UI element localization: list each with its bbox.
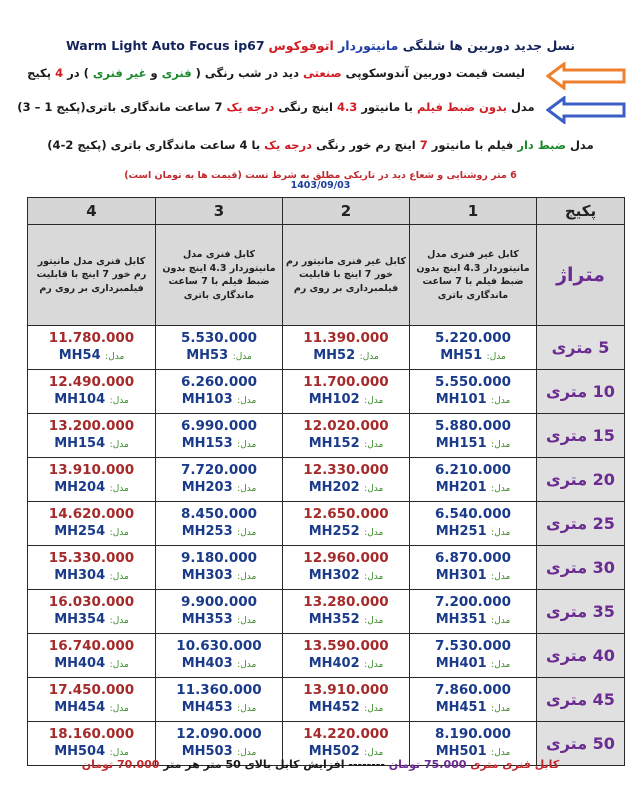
model-label: مدل:: [237, 396, 257, 406]
model-value: MH53: [186, 348, 229, 363]
model-code: [283, 391, 409, 410]
model-label: مدل:: [237, 616, 257, 626]
table-row: [28, 502, 625, 546]
model-code: [410, 435, 536, 454]
price-cell: [283, 678, 410, 722]
model-value: MH451: [435, 700, 487, 715]
model-label: مدل:: [491, 484, 511, 494]
price-cell: [28, 326, 156, 370]
meter-cell: 30 متری: [537, 546, 625, 590]
price-cell: [410, 458, 537, 502]
price-value: 16.030.000: [48, 594, 135, 610]
model-label: مدل:: [359, 352, 379, 362]
model-value: MH404: [54, 656, 106, 671]
model-label: مدل:: [486, 352, 506, 362]
model-value: MH254: [54, 524, 106, 539]
price-value: 11.780.000: [48, 330, 135, 346]
column-header-2: 2: [283, 198, 410, 225]
package-header: پکیج: [537, 198, 625, 225]
price-cell: [283, 546, 410, 590]
model-value: MH201: [435, 480, 487, 495]
price-cell: [28, 502, 156, 546]
price-cell: [283, 458, 410, 502]
column-header-4: 4: [28, 198, 156, 225]
column-header-3: 3: [156, 198, 283, 225]
title-text-2: مانیتوردار: [333, 38, 399, 53]
model-label: مدل:: [109, 748, 129, 758]
price-cell: [28, 370, 156, 414]
price-cell: [28, 458, 156, 502]
price-list-heading: لیست قیمت دوربین آندوسکوپی صنعتی دید در شب رنگی ( فنری و غیر فنری ) در 4 پکیج: [27, 66, 525, 80]
table-header-row: [28, 198, 625, 225]
meter-cell: 35 متری: [537, 590, 625, 634]
table-row: [28, 458, 625, 502]
model-value: MH504: [54, 744, 106, 759]
price-cell: [410, 370, 537, 414]
price-cell: [156, 370, 283, 414]
model-value: MH103: [181, 392, 233, 407]
model-code: [410, 479, 536, 498]
price-value: 8.190.000: [434, 726, 511, 742]
price-value: 6.870.000: [434, 550, 511, 566]
price-cell: [410, 414, 537, 458]
price-value: 9.180.000: [180, 550, 257, 566]
model-label: مدل:: [491, 528, 511, 538]
model-label: مدل:: [232, 352, 252, 362]
price-cell: [283, 370, 410, 414]
price-value: 17.450.000: [48, 682, 135, 698]
model-code: [28, 611, 155, 630]
price-value: 18.160.000: [48, 726, 135, 742]
package-description-3: کابل فنری مدل مانیتوردار 4.3 اینچ بدون ضبط فیلم با 7 ساعت ماندگاری باتری: [156, 225, 283, 326]
model-value: MH152: [308, 436, 360, 451]
table-row: [28, 326, 625, 370]
model-with-recording-line: مدل ضبط دار فیلم با مانیتور 7 اینچ رم خور رنگی درجه یک با 4 ساعت ماندگاری باتری (پکیج 2-4): [47, 138, 594, 152]
model-code: [28, 567, 155, 586]
price-cell: [28, 546, 156, 590]
model-label: مدل:: [364, 748, 384, 758]
model-label: مدل:: [105, 352, 125, 362]
price-value: 7.860.000: [434, 682, 511, 698]
model-code: [283, 523, 409, 542]
price-cell: [283, 590, 410, 634]
meter-cell: 10 متری: [537, 370, 625, 414]
model-value: MH204: [54, 480, 106, 495]
price-value: 10.630.000: [176, 638, 262, 654]
model-value: MH104: [54, 392, 106, 407]
model-value: MH51: [440, 348, 483, 363]
model-value: MH353: [181, 612, 233, 627]
model-code: [410, 699, 536, 718]
price-value: 14.620.000: [48, 506, 135, 522]
price-value: 11.700.000: [303, 374, 389, 390]
model-label: مدل:: [109, 704, 129, 714]
model-label: مدل:: [109, 396, 129, 406]
model-value: MH454: [54, 700, 106, 715]
price-cell: [156, 678, 283, 722]
model-label: مدل:: [109, 484, 129, 494]
model-value: MH304: [54, 568, 106, 583]
model-label: مدل:: [491, 572, 511, 582]
model-label: مدل:: [109, 572, 129, 582]
model-label: مدل:: [491, 396, 511, 406]
model-value: MH354: [54, 612, 106, 627]
price-cell: [156, 414, 283, 458]
price-cell: [156, 502, 283, 546]
model-code: [410, 391, 536, 410]
price-value: 13.590.000: [303, 638, 389, 654]
price-cell: [156, 326, 283, 370]
price-value: 7.720.000: [180, 462, 257, 478]
model-label: مدل:: [491, 704, 511, 714]
title-text-en: Warm Light Auto Focus ip67: [65, 38, 265, 53]
model-value: MH251: [435, 524, 487, 539]
price-cell: [410, 678, 537, 722]
model-label: مدل:: [237, 660, 257, 670]
model-label: مدل:: [109, 660, 129, 670]
meter-cell: 15 متری: [537, 414, 625, 458]
model-code: [156, 347, 282, 366]
model-value: MH101: [435, 392, 487, 407]
model-value: MH453: [181, 700, 233, 715]
price-cell: [156, 546, 283, 590]
price-cell: [410, 502, 537, 546]
price-cell: [156, 458, 283, 502]
model-value: MH202: [308, 480, 360, 495]
table-row: [28, 590, 625, 634]
description-row: [28, 225, 625, 326]
model-value: MH302: [308, 568, 360, 583]
model-code: [283, 567, 409, 586]
date-label: 1403/09/03: [290, 180, 351, 191]
model-code: [283, 611, 409, 630]
model-label: مدل:: [109, 440, 129, 450]
price-cell: [410, 326, 537, 370]
meter-cell: 45 متری: [537, 678, 625, 722]
price-value: 7.200.000: [434, 594, 511, 610]
price-value: 6.990.000: [180, 418, 257, 434]
meter-cell: 20 متری: [537, 458, 625, 502]
model-value: MH501: [435, 744, 487, 759]
model-label: مدل:: [109, 616, 129, 626]
price-cell: [283, 634, 410, 678]
model-value: MH253: [181, 524, 233, 539]
meter-cell: 40 متری: [537, 634, 625, 678]
column-header-1: 1: [410, 198, 537, 225]
price-value: 12.960.000: [303, 550, 389, 566]
model-code: [410, 347, 536, 366]
model-code: [28, 391, 155, 410]
model-code: [156, 699, 282, 718]
model-value: MH352: [308, 612, 360, 627]
price-cell: [283, 326, 410, 370]
price-value: 15.330.000: [48, 550, 135, 566]
package-description-4: کابل فنری مدل مانیتور رم خور 7 اینچ با قابلیت فیلمبرداری بر روی رم: [28, 225, 156, 326]
meter-cell: 50 متری: [537, 722, 625, 766]
price-value: 11.390.000: [303, 330, 389, 346]
model-label: مدل:: [237, 572, 257, 582]
title-text-3: اتوفوکوس: [268, 38, 334, 53]
model-label: مدل:: [364, 704, 384, 714]
model-value: MH502: [308, 744, 360, 759]
price-cell: [410, 546, 537, 590]
table-row: [28, 546, 625, 590]
price-value: 13.280.000: [303, 594, 389, 610]
model-code: [28, 655, 155, 674]
price-value: 8.450.000: [180, 506, 257, 522]
model-code: [156, 523, 282, 542]
price-cell: [156, 590, 283, 634]
price-value: 12.090.000: [176, 726, 262, 742]
model-label: مدل:: [491, 748, 511, 758]
model-code: [410, 523, 536, 542]
model-value: MH452: [308, 700, 360, 715]
model-label: مدل:: [237, 528, 257, 538]
model-label: مدل:: [237, 484, 257, 494]
page-title: [0, 38, 641, 53]
price-value: 14.220.000: [303, 726, 389, 742]
table-row: [28, 414, 625, 458]
model-label: مدل:: [109, 528, 129, 538]
price-value: 12.020.000: [303, 418, 389, 434]
model-value: MH351: [435, 612, 487, 627]
model-code: [156, 611, 282, 630]
price-cell: [28, 590, 156, 634]
price-value: 5.530.000: [180, 330, 257, 346]
price-value: 11.360.000: [176, 682, 262, 698]
model-value: MH153: [181, 436, 233, 451]
price-value: 12.490.000: [48, 374, 135, 390]
price-value: 12.330.000: [303, 462, 389, 478]
model-code: [283, 699, 409, 718]
model-value: MH252: [308, 524, 360, 539]
table-row: [28, 678, 625, 722]
price-table: [27, 197, 625, 766]
model-code: [28, 435, 155, 454]
model-value: MH503: [181, 744, 233, 759]
model-label: مدل:: [491, 660, 511, 670]
model-code: [156, 567, 282, 586]
model-value: MH301: [435, 568, 487, 583]
table-row: [28, 634, 625, 678]
model-label: مدل:: [364, 572, 384, 582]
price-value: 13.910.000: [48, 462, 135, 478]
model-code: [28, 479, 155, 498]
price-value: 13.910.000: [303, 682, 389, 698]
price-value: 6.540.000: [434, 506, 511, 522]
price-cell: [28, 634, 156, 678]
model-code: [283, 347, 409, 366]
model-value: MH154: [54, 436, 106, 451]
model-code: [410, 611, 536, 630]
model-label: مدل:: [237, 704, 257, 714]
model-code: [156, 391, 282, 410]
model-without-recording-line: مدل بدون ضبط فیلم با مانیتور 4.3 اینچ رنگی درجه یک 7 ساعت ماندگاری باتری(پکیج 1 – 3): [17, 100, 535, 114]
model-code: [410, 655, 536, 674]
model-label: مدل:: [364, 528, 384, 538]
model-label: مدل:: [491, 440, 511, 450]
model-label: مدل:: [364, 440, 384, 450]
price-value: 6.210.000: [434, 462, 511, 478]
price-cell: [283, 502, 410, 546]
model-value: MH401: [435, 656, 487, 671]
price-cell: [156, 634, 283, 678]
model-value: MH151: [435, 436, 487, 451]
price-value: 9.900.000: [180, 594, 257, 610]
model-code: [156, 479, 282, 498]
price-cell: [28, 678, 156, 722]
price-value: 6.260.000: [180, 374, 257, 390]
model-label: مدل:: [364, 484, 384, 494]
model-value: MH402: [308, 656, 360, 671]
model-value: MH52: [313, 348, 356, 363]
price-value: 12.650.000: [303, 506, 389, 522]
price-cell: [410, 634, 537, 678]
model-label: مدل:: [364, 660, 384, 670]
model-label: مدل:: [364, 616, 384, 626]
price-value: 13.200.000: [48, 418, 135, 434]
price-value: 16.740.000: [48, 638, 135, 654]
model-value: MH54: [58, 348, 101, 363]
footer-note: کابل فنری متری 75.000 تومان -------- افزایش کابل بالای 50 متر هر متر 70.000 تومان: [81, 758, 560, 771]
model-code: [28, 699, 155, 718]
title-text-1: نسل جدید دوربین ها شلنگی: [398, 38, 576, 53]
price-value: 5.550.000: [434, 374, 511, 390]
price-cell: [28, 414, 156, 458]
package-description-2: کابل غیر فنری مانیتور رم خور 7 اینچ با قابلیت فیلمبرداری بر روی رم: [283, 225, 410, 326]
meter-cell: 25 متری: [537, 502, 625, 546]
model-label: مدل:: [491, 616, 511, 626]
model-code: [283, 435, 409, 454]
model-code: [156, 655, 282, 674]
model-value: MH203: [181, 480, 233, 495]
model-code: [410, 567, 536, 586]
blue-arrow-icon: [546, 96, 626, 124]
model-code: [283, 479, 409, 498]
price-cell: [410, 590, 537, 634]
model-label: مدل:: [237, 440, 257, 450]
model-code: [28, 523, 155, 542]
model-label: مدل:: [364, 396, 384, 406]
price-value: 5.220.000: [434, 330, 511, 346]
orange-arrow-icon: [546, 62, 626, 90]
price-value: 7.530.000: [434, 638, 511, 654]
meterage-header: متراژ: [537, 225, 625, 326]
model-label: مدل:: [237, 748, 257, 758]
model-code: [283, 655, 409, 674]
model-value: MH403: [181, 656, 233, 671]
model-code: [28, 347, 155, 366]
model-value: MH303: [181, 568, 233, 583]
model-value: MH102: [308, 392, 360, 407]
lighting-note: 6 متر روشنایی و شعاع دید در تاریکی مطلق به شرط تست (قیمت ها به تومان است): [124, 170, 517, 181]
meter-cell: 5 متری: [537, 326, 625, 370]
package-description-1: کابل غیر فنری مدل مانیتوردار 4.3 اینچ بدون ضبط فیلم با 7 ساعت ماندگاری باتری: [410, 225, 537, 326]
model-code: [156, 435, 282, 454]
price-value: 5.880.000: [434, 418, 511, 434]
price-cell: [283, 414, 410, 458]
table-row: [28, 370, 625, 414]
